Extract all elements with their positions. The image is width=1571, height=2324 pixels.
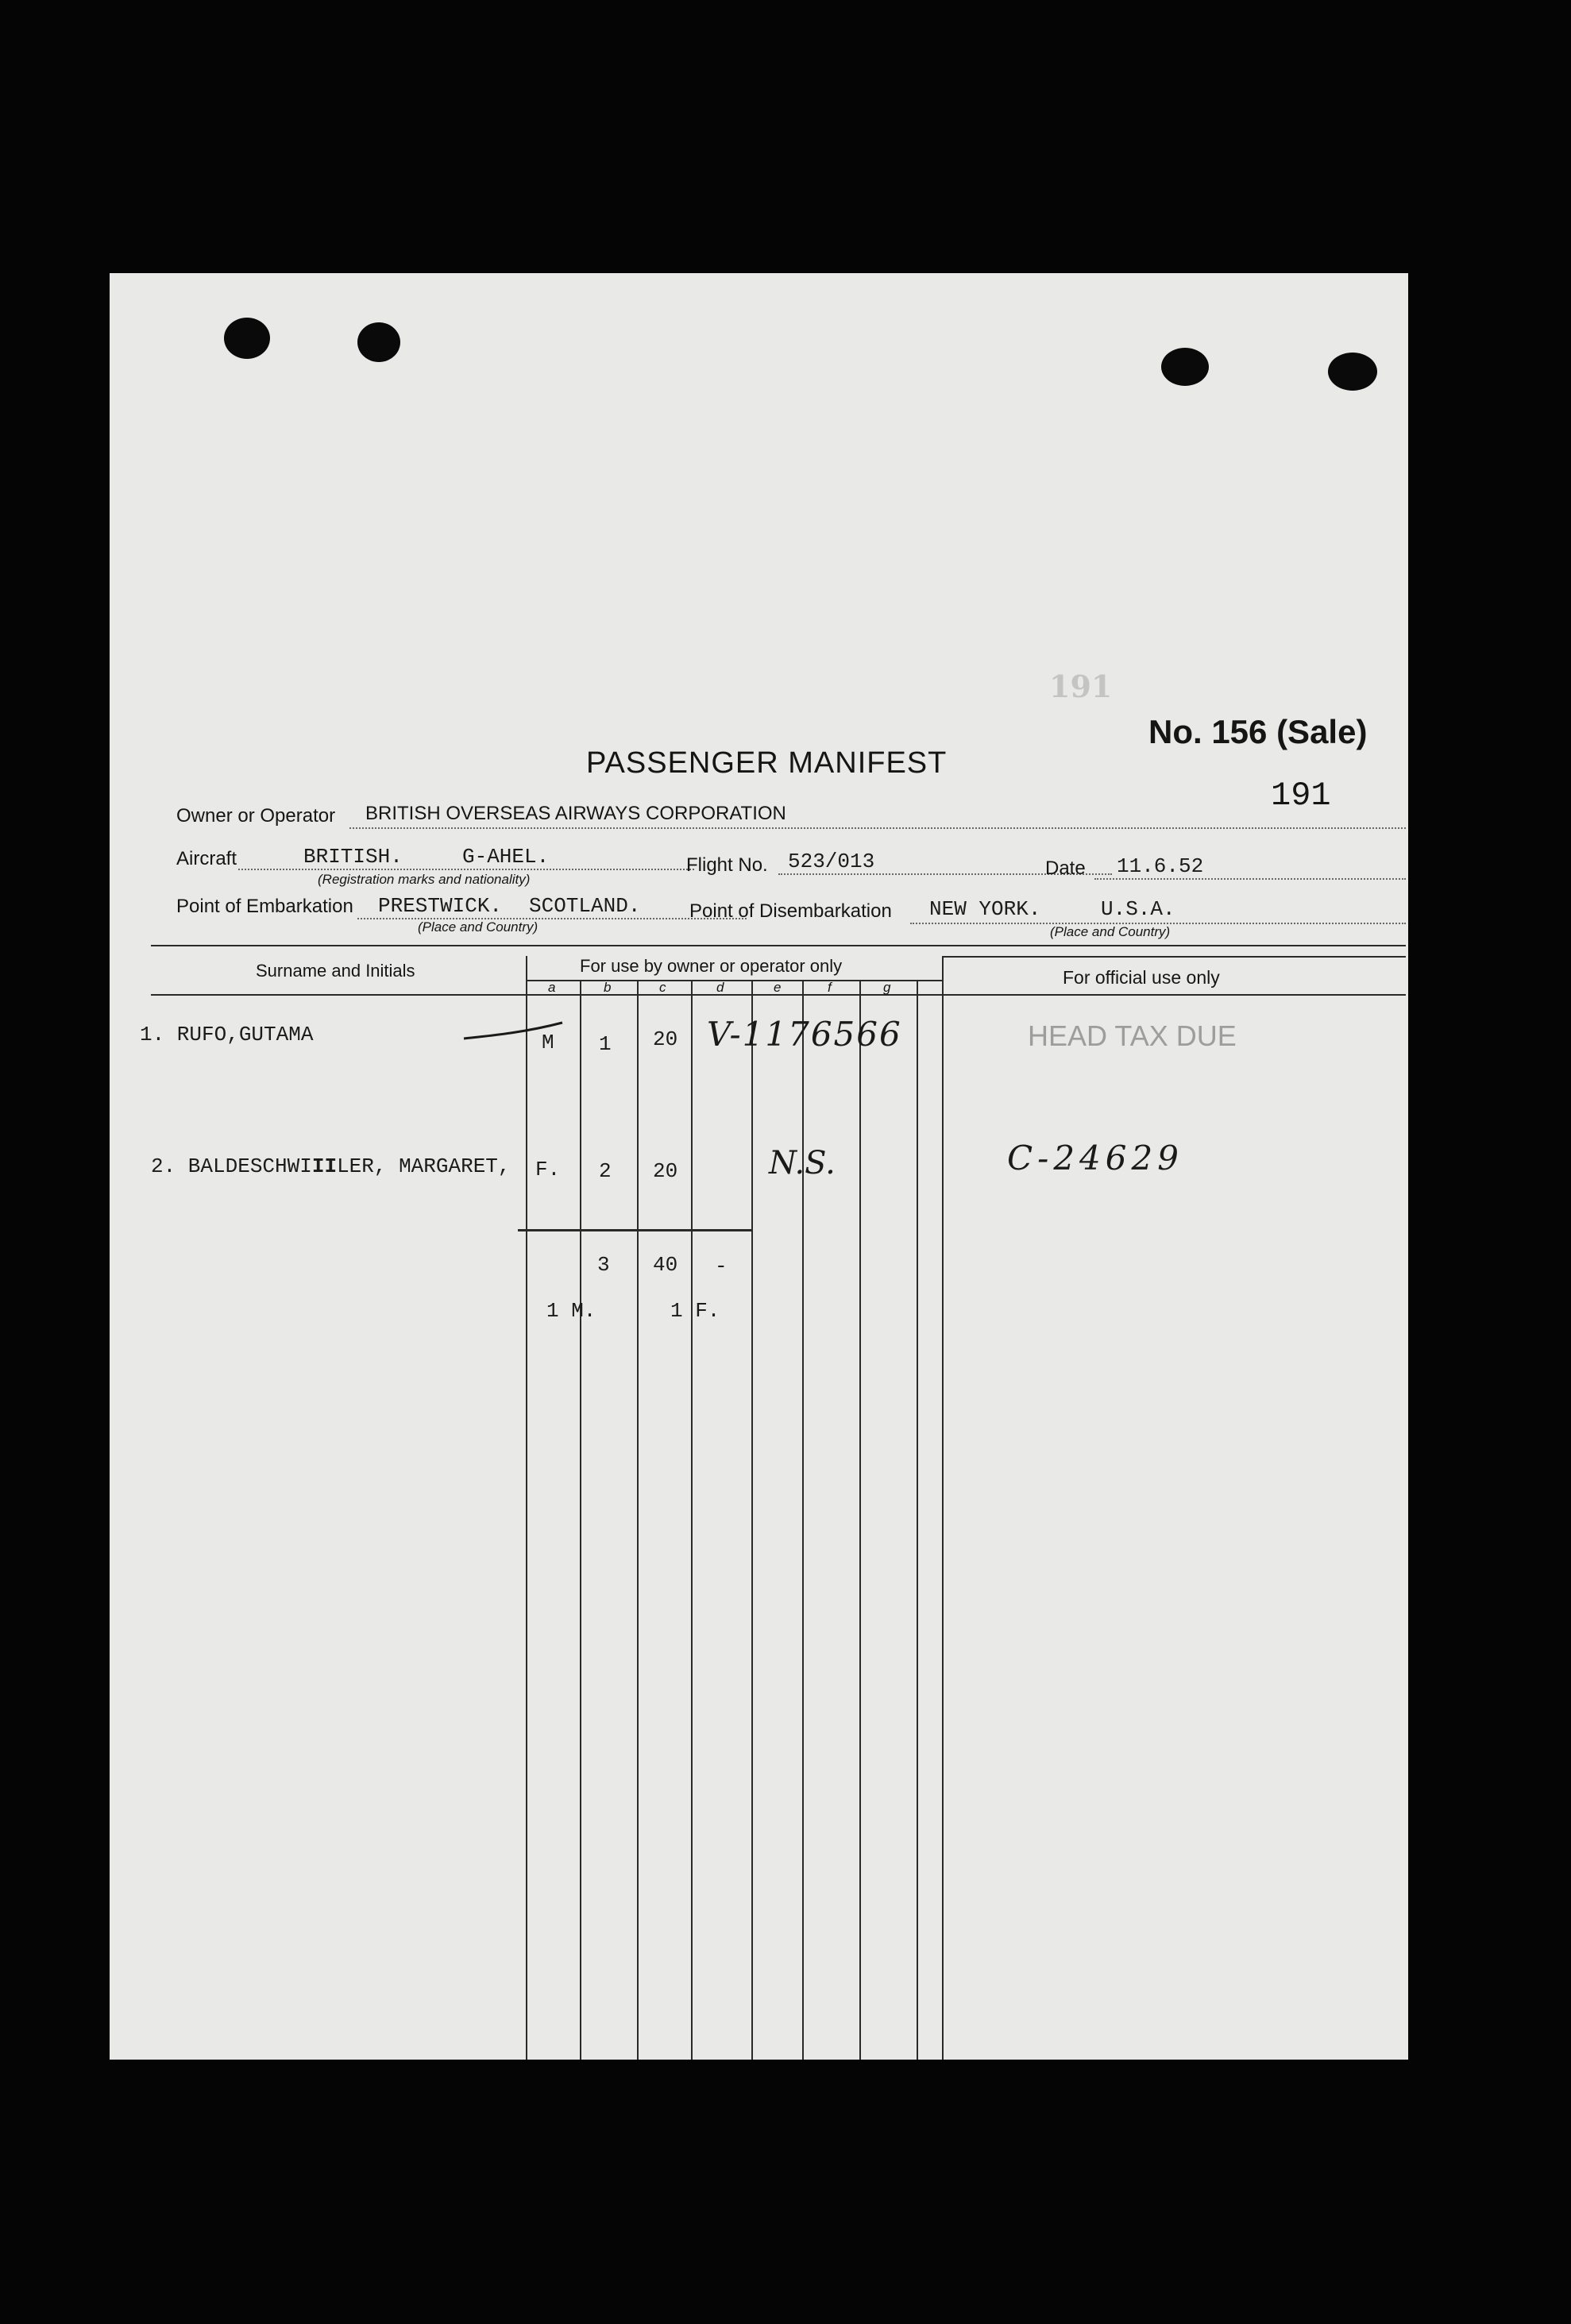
header-official: For official use only xyxy=(1063,967,1220,988)
date-label: Date xyxy=(1045,858,1086,879)
totals-rule xyxy=(518,1229,751,1231)
row2-name-overtype: II xyxy=(311,1154,338,1178)
subcol-e: e xyxy=(774,980,782,995)
row2-name-part1: 2. BALDESCHWI xyxy=(151,1154,312,1178)
punch-hole xyxy=(1328,353,1377,391)
disembark-label: Point of Disembarkation xyxy=(689,900,892,922)
subcol-c: c xyxy=(659,980,666,995)
total-fare: 40 xyxy=(653,1253,678,1277)
column-divider xyxy=(942,956,944,2060)
tally-female: 1 F. xyxy=(670,1299,720,1323)
aircraft-registration: G-AHEL. xyxy=(462,845,550,869)
manifest-page xyxy=(110,273,1408,2060)
disembark-place: NEW YORK. xyxy=(929,897,1041,921)
subcol-g: g xyxy=(883,980,891,995)
faded-stamp-number: 191 xyxy=(1049,669,1113,704)
embark-label: Point of Embarkation xyxy=(176,896,353,917)
column-divider xyxy=(917,980,918,2060)
flight-label: Flight No. xyxy=(686,854,768,876)
embark-line xyxy=(357,918,747,919)
punch-hole xyxy=(224,318,270,359)
table-top-rule xyxy=(151,945,1406,946)
official-top-rule xyxy=(942,956,1406,958)
row2-sex: F. xyxy=(535,1158,561,1181)
subcol-f: f xyxy=(828,980,832,995)
flight-value: 523/013 xyxy=(788,850,875,873)
owner-line xyxy=(349,827,1406,829)
row1-sex: M xyxy=(542,1031,554,1054)
row1-handwritten-number: V-1176566 xyxy=(707,1015,902,1054)
column-divider xyxy=(802,980,804,2060)
column-divider xyxy=(637,980,639,2060)
date-value: 11.6.52 xyxy=(1117,854,1204,878)
column-divider xyxy=(526,956,527,2060)
row2-official-number: C-24629 xyxy=(1007,1139,1183,1177)
aircraft-label: Aircraft xyxy=(176,848,237,869)
tally-male: 1 M. xyxy=(546,1299,596,1323)
column-divider xyxy=(580,980,581,2060)
embark-sub-label: (Place and Country) xyxy=(418,919,538,935)
owner-value: BRITISH OVERSEAS AIRWAYS CORPORATION xyxy=(365,803,786,824)
aircraft-nationality: BRITISH. xyxy=(303,845,403,869)
page-title: PASSENGER MANIFEST xyxy=(586,746,948,780)
embark-place: PRESTWICK. xyxy=(378,894,503,918)
embark-country: SCOTLAND. xyxy=(529,894,641,918)
aircraft-sub-label: (Registration marks and nationality) xyxy=(318,872,531,887)
column-divider xyxy=(859,980,861,2060)
serial-number: 191 xyxy=(1271,777,1331,815)
header-surname: Surname and Initials xyxy=(256,961,415,981)
row1-count: 1 xyxy=(599,1032,612,1056)
header-owner-use: For use by owner or operator only xyxy=(580,956,843,976)
subcol-a: a xyxy=(548,980,556,995)
column-divider xyxy=(691,980,693,2060)
form-number: No. 156 (Sale) xyxy=(1148,713,1368,750)
aircraft-line xyxy=(238,869,694,870)
row2-count: 2 xyxy=(599,1159,612,1183)
total-count: 3 xyxy=(597,1253,610,1277)
row2-name xyxy=(151,1154,511,1178)
date-line xyxy=(1094,878,1406,880)
row1-fare: 20 xyxy=(653,1027,678,1051)
row2-fare: 20 xyxy=(653,1159,678,1183)
subcol-d: d xyxy=(716,980,724,995)
owner-label: Owner or Operator xyxy=(176,805,336,827)
head-tax-due-stamp: HEAD TAX DUE xyxy=(1028,1019,1237,1052)
row2-handwritten-note: N.S. xyxy=(769,1145,836,1181)
disembark-sub-label: (Place and Country) xyxy=(1050,924,1171,939)
punch-hole xyxy=(357,322,400,362)
row1-name: 1. RUFO,GUTAMA xyxy=(140,1023,314,1046)
punch-hole xyxy=(1161,348,1209,386)
row2-name-part2: LER, MARGARET, xyxy=(337,1154,511,1178)
total-dash: - xyxy=(715,1254,728,1278)
owner-subheader-rule xyxy=(526,980,942,981)
subcol-b: b xyxy=(604,980,612,995)
disembark-country: U.S.A. xyxy=(1101,897,1175,921)
column-divider xyxy=(751,980,753,2060)
